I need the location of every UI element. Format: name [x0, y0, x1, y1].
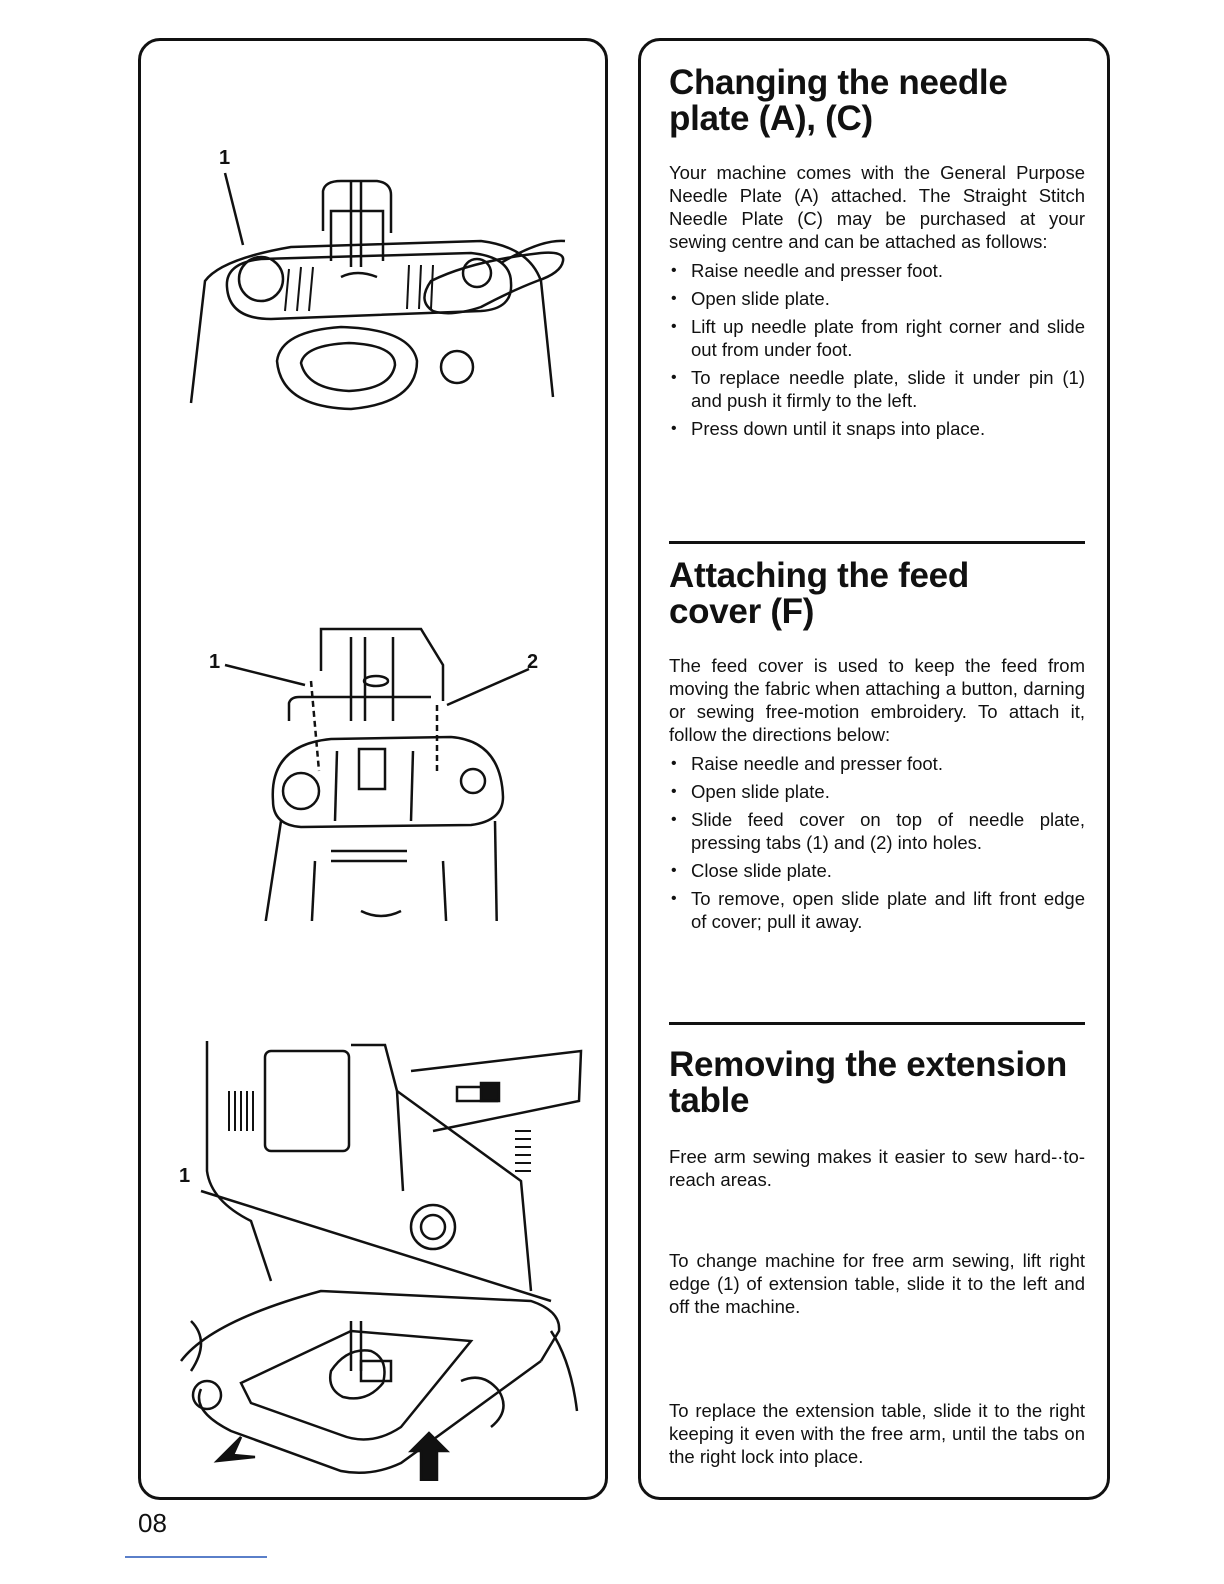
- feed-cover-illustration: [181, 621, 581, 921]
- needle-plate-title-line2: plate (A), (C): [669, 99, 873, 138]
- needle-plate-steps: [669, 259, 1085, 440]
- list-item: • Raise needle and presser foot.: [669, 752, 1085, 775]
- extension-table-title: [669, 1047, 1085, 1119]
- list-item: • Press down until it snaps into place.: [669, 417, 1085, 440]
- list-item: • Close slide plate.: [669, 859, 1085, 882]
- needle-plate-section: [669, 65, 1085, 445]
- list-item: • Open slide plate.: [669, 287, 1085, 310]
- list-item: • Raise needle and presser foot.: [669, 259, 1085, 282]
- section-divider: [669, 541, 1085, 544]
- list-item: • To remove, open slide plate and lift front edge of cover; pull it away.: [669, 887, 1085, 933]
- extension-table-para3: To replace the extension table, slide it to the right keeping it even with the free arm, until the tabs on the right lock into place.: [669, 1400, 1085, 1467]
- needle-plate-title: [669, 65, 1085, 137]
- list-item: • Slide feed cover on top of needle plate, pressing tabs (1) and (2) into holes.: [669, 808, 1085, 854]
- extension-table-para1: Free arm sewing makes it easier to sew hard-·to-reach areas.: [669, 1146, 1085, 1190]
- page-number: 08: [138, 1508, 167, 1538]
- feed-cover-steps: [669, 752, 1085, 933]
- extension-table-title-line2: table: [669, 1081, 750, 1120]
- extension-table-section: [669, 1047, 1085, 1468]
- feed-cover-title-line1: Attaching the feed: [669, 556, 969, 595]
- list-item: • Open slide plate.: [669, 780, 1085, 803]
- feed-cover-section: [669, 558, 1085, 938]
- feed-cover-title: [669, 558, 1085, 630]
- instructions-panel: [638, 38, 1110, 1500]
- feed-cover-intro: The feed cover is used to keep the feed from moving the fabric when attaching a button, darning or sewing free-motion embroidery. To attach it, follow the directions below:: [669, 655, 1085, 745]
- needle-plate-title-line1: Changing the needle: [669, 63, 1008, 102]
- callout-tab-2-label: 2: [527, 651, 539, 673]
- illustration-panel: [138, 38, 608, 1500]
- callout-tab-1-label: 1: [209, 651, 221, 673]
- callout-pin-label: 1: [219, 147, 231, 169]
- list-item: • Lift up needle plate from right corner and slide out from under foot.: [669, 315, 1085, 361]
- needle-plate-illustration: [181, 141, 581, 461]
- footer-link-line: [125, 1556, 267, 1558]
- needle-plate-intro: Your machine comes with the General Purpose Needle Plate (A) attached. The Straight Stitch Needle Plate (C) may be purchased at your sewing centre and can be attached as follows:: [669, 162, 1085, 252]
- feed-cover-title-line2: cover (F): [669, 592, 815, 631]
- extension-table-title-line1: Removing the extension: [669, 1045, 1067, 1084]
- list-item: • To replace needle plate, slide it under pin (1) and push it firmly to the left.: [669, 366, 1085, 412]
- extension-table-para2: To change machine for free arm sewing, lift right edge (1) of extension table, slide it to the left and off the machine.: [669, 1250, 1085, 1317]
- callout-edge-label: 1: [179, 1165, 191, 1187]
- extension-table-illustration: [171, 1031, 591, 1481]
- section-divider: [669, 1022, 1085, 1025]
